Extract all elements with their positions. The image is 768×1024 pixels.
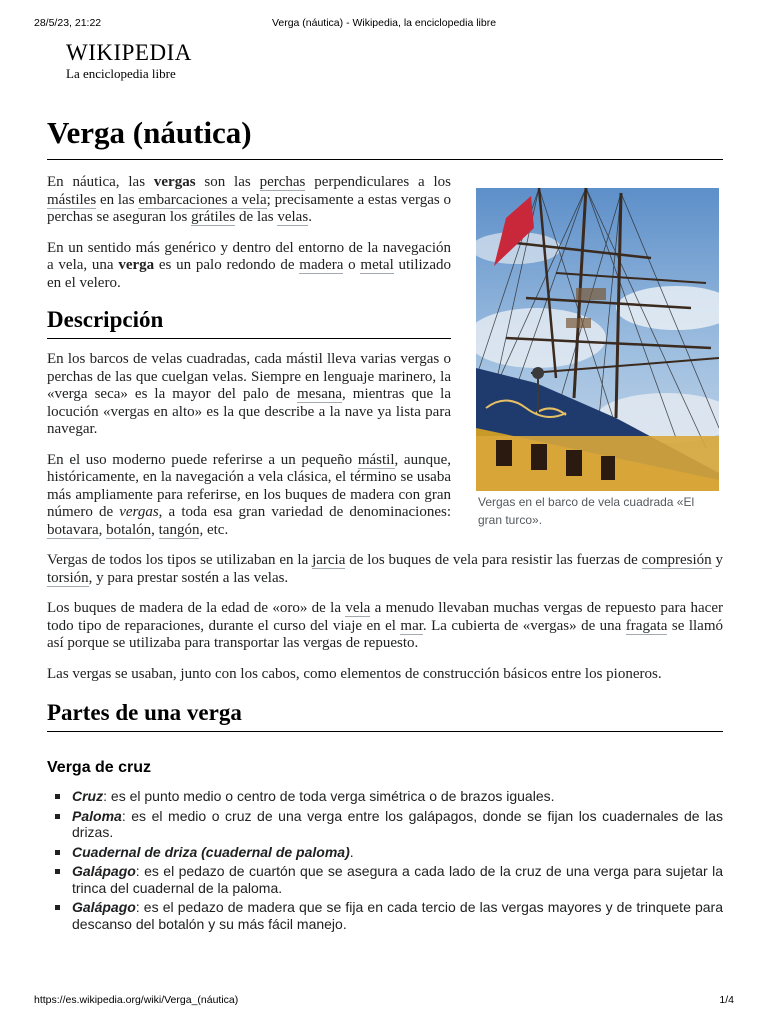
list-item: Galápago: es el pedazo de cuartón que se asegura a cada lado de la cruz de una verga para sujetar la trinca del cuadernal de la paloma.	[72, 863, 723, 896]
list-item: Paloma: es el medio o cruz de una verga entre los galápagos, donde se fijan los cuadernales de las drizas.	[72, 807, 723, 840]
link-mastil[interactable]: mástil	[357, 451, 395, 468]
print-date: 28/5/23, 21:22	[34, 17, 102, 29]
article-content	[47, 112, 723, 935]
descripcion-paragraph-4: Los buques de madera de la edad de «oro» de la vela a menudo llevaban muchas vergas de repuesto para hacer todo tipo de reparaciones, durante el curso del viaje en el mar. La cubierta de «vergas» de una fragata se llamó así porque se utilizaba para transportar las vergas de repuesto.	[47, 600, 723, 651]
print-footer	[0, 994, 768, 1008]
print-url: https://es.wikipedia.org/wiki/Verga_(náutica)	[34, 994, 239, 1006]
link-embarcaciones-a-vela[interactable]: embarcaciones a vela	[138, 191, 267, 208]
logo-tagline: La enciclopedia libre	[66, 66, 176, 81]
parts-list	[47, 788, 723, 932]
intro-paragraph-1: En náutica, las vergas son las perchas perpendiculares a los mástiles en las embarcaciones a vela; precisamente a estas vergas o perchas se aseguran los grátiles de las velas.	[47, 174, 451, 225]
wikipedia-logo[interactable]	[66, 41, 192, 82]
link-compresion[interactable]: compresión	[641, 552, 712, 568]
logo-wordmark: WIKIPEDIA	[66, 40, 192, 65]
link-gratiles[interactable]: grátiles	[191, 209, 236, 225]
subsection-heading-verga-de-cruz: Verga de cruz	[47, 759, 152, 776]
link-mesana[interactable]: mesana	[297, 386, 343, 402]
descripcion-paragraph-5: Las vergas se usaban, junto con los cabos, como elementos de construcción básicos entre los pioneros.	[47, 665, 662, 682]
link-fragata[interactable]: fragata	[625, 617, 668, 634]
link-jarcia[interactable]: jarcia	[312, 552, 346, 568]
link-metal[interactable]: metal	[360, 257, 394, 273]
print-header	[0, 17, 768, 31]
descripcion-paragraph-2: En el uso moderno puede referirse a un pequeño mástil, aunque, históricamente, en la navegación a vela clásica, el término se usaba más ampliamente para referirse, en los buques de madera con gran número de vergas, a toda esa gran variedad de denominaciones: botavara, botalón, tangón, etc.	[47, 451, 451, 538]
descripcion-paragraph-1: En los barcos de velas cuadradas, cada mástil lleva varias vergas o perchas de las que cuelgan velas. Siempre en lenguaje marinero, la «verga seca» es la mayor del palo de mesana, mientras que la locución «vergas en alto» es la que describe a la nave ya lista para navegar.	[47, 351, 451, 437]
link-mastiles[interactable]: mástiles	[47, 191, 97, 208]
section-heading-partes: Partes de una verga	[47, 699, 723, 732]
ship-figure	[476, 188, 719, 529]
page-title: Verga (náutica)	[47, 112, 723, 160]
link-mar[interactable]: mar	[400, 617, 423, 634]
link-vela[interactable]: vela	[345, 600, 371, 616]
ship-image[interactable]	[476, 188, 719, 491]
link-botalon[interactable]: botalón	[106, 521, 152, 538]
print-doc-title: Verga (náutica) - Wikipedia, la enciclopedia libre	[271, 17, 497, 29]
list-item: Cruz: es el punto medio o centro de toda verga simétrica o de brazos iguales.	[72, 788, 723, 805]
link-madera[interactable]: madera	[299, 257, 344, 273]
section-heading-descripcion: Descripción	[47, 306, 451, 339]
link-velas[interactable]: velas	[277, 209, 309, 225]
link-tangon[interactable]: tangón	[158, 521, 200, 538]
lead-section	[47, 174, 723, 539]
list-item: Cuadernal de driza (cuadernal de paloma).	[72, 844, 723, 861]
descripcion-paragraph-3: Vergas de todos los tipos se utilizaban en la jarcia de los buques de vela para resistir las fuerzas de compresión y torsión, y para prestar sostén a las velas.	[47, 552, 723, 586]
link-torsion[interactable]: torsión	[47, 569, 89, 586]
print-page-number: 1/4	[719, 994, 734, 1006]
intro-paragraph-2: En un sentido más genérico y dentro del entorno de la navegación a vela, una verga es un palo redondo de madera o metal utilizado en el velero.	[47, 239, 451, 291]
link-perchas[interactable]: perchas	[259, 174, 306, 190]
link-botavara[interactable]: botavara	[47, 521, 99, 538]
list-item: Galápago: es el pedazo de madera que se fija en cada tercio de las vergas mayores y de trinquete para descanso del botalón y su más fácil manejo.	[72, 899, 723, 932]
figure-caption: Vergas en el barco de vela cuadrada «El gran turco».	[478, 495, 695, 527]
